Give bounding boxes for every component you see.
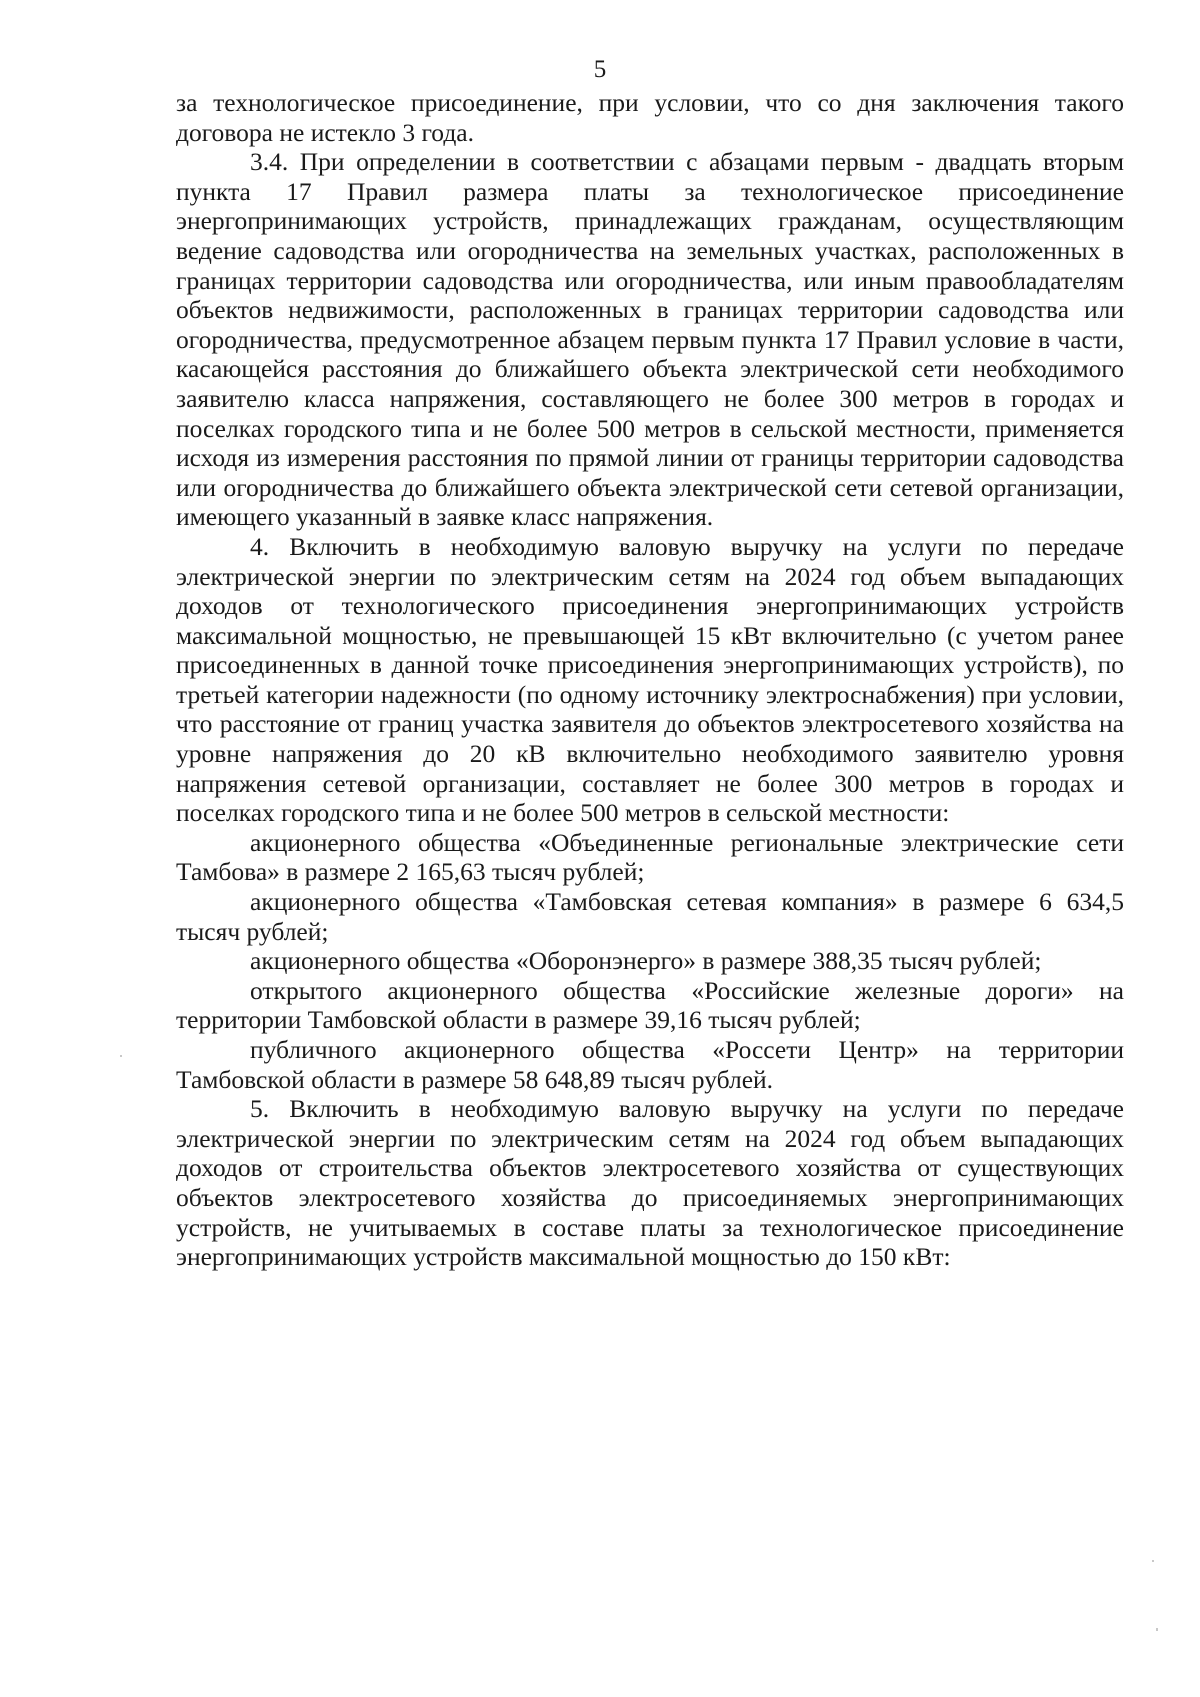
paragraph-4: 4. Включить в необходимую валовую выручку на услуги по передаче электрической энергии по электрическим сетям на 2024 год объем выпадающих доходов от технологического присоединения энергопринимающих устройств максимальной мощностью, не превышающей 15 кВт включительно (с учетом ранее присоединенных в данной точке присоединения энергопринимающих устройств), по третьей категории надежности (по одному источнику электроснабжения) при условии, что расстояние от границ участка заявителя до объектов электросетевого хозяйства на уровне напряжения до 20 кВ включительно необходимого заявителю уровня напряжения сетевой организации, составляет не более 300 метров в городах и поселках городского типа и не более 500 метров в сельской местности: — [176, 531, 1124, 828]
scan-speck — [1152, 1560, 1154, 1562]
scan-speck — [120, 1055, 122, 1057]
paragraph-5: 5. Включить в необходимую валовую выручку на услуги по передаче электрической энергии по электрическим сетям на 2024 год объем выпадающих доходов от строительства объектов электросетевого хозяйства от существующих объектов электросетевого хозяйства до присоединяемых энергопринимающих устройств, не учитываемых в составе платы за технологическое присоединение энергопринимающих устройств максимальной мощностью до 150 кВт: — [176, 1094, 1124, 1272]
list-item-orest: акционерного общества «Объединенные региональные электрические сети Тамбова» в размере 2 165,63 тысяч рублей; — [176, 827, 1124, 887]
document-body — [176, 88, 1124, 1272]
paragraph-continuation: за технологическое присоединение, при условии, что со дня заключения такого договора не истекло 3 года. — [176, 88, 1124, 147]
page-number: 5 — [593, 56, 607, 83]
list-item-oboronenergo: акционерного общества «Оборонэнерго» в размере 388,35 тысяч рублей; — [250, 946, 1042, 976]
paragraph-3-4: 3.4. При определении в соответствии с абзацами первым - двадцать вторым пункта 17 Правил размера платы за технологическое присоединение энергопринимающих устройств, принадлежащих гражданам, осуществляющим ведение садоводства или огородничества на земельных участках, расположенных в границах территории садоводства или огородничества, или иным правообладателям объектов недвижимости, расположенных в границах территории садоводства или огородничества, предусмотренное абзацем первым пункта 17 Правил условие в части, касающейся расстояния до ближайшего объекта электрической сети необходимого заявителю класса напряжения, составляющего не более 300 метров в городах и поселках городского типа и не более 500 метров в сельской местности, применяется исходя из измерения расстояния по прямой линии от границы территории садоводства или огородничества до ближайшего объекта электрической сети сетевой организации, имеющего указанный в заявке класс напряжения. — [176, 147, 1124, 532]
list-item-rzd: открытого акционерного общества «Российские железные дороги» на территории Тамбовской области в размере 39,16 тысяч рублей; — [176, 975, 1124, 1035]
scan-speck — [1156, 1628, 1158, 1631]
list-item-tsk: акционерного общества «Тамбовская сетевая компания» в размере 6 634,5 тысяч рублей; — [176, 887, 1124, 946]
list-item-rosseti: публичного акционерного общества «Россети Центр» на территории Тамбовской области в размере 58 648,89 тысяч рублей. — [176, 1035, 1124, 1094]
